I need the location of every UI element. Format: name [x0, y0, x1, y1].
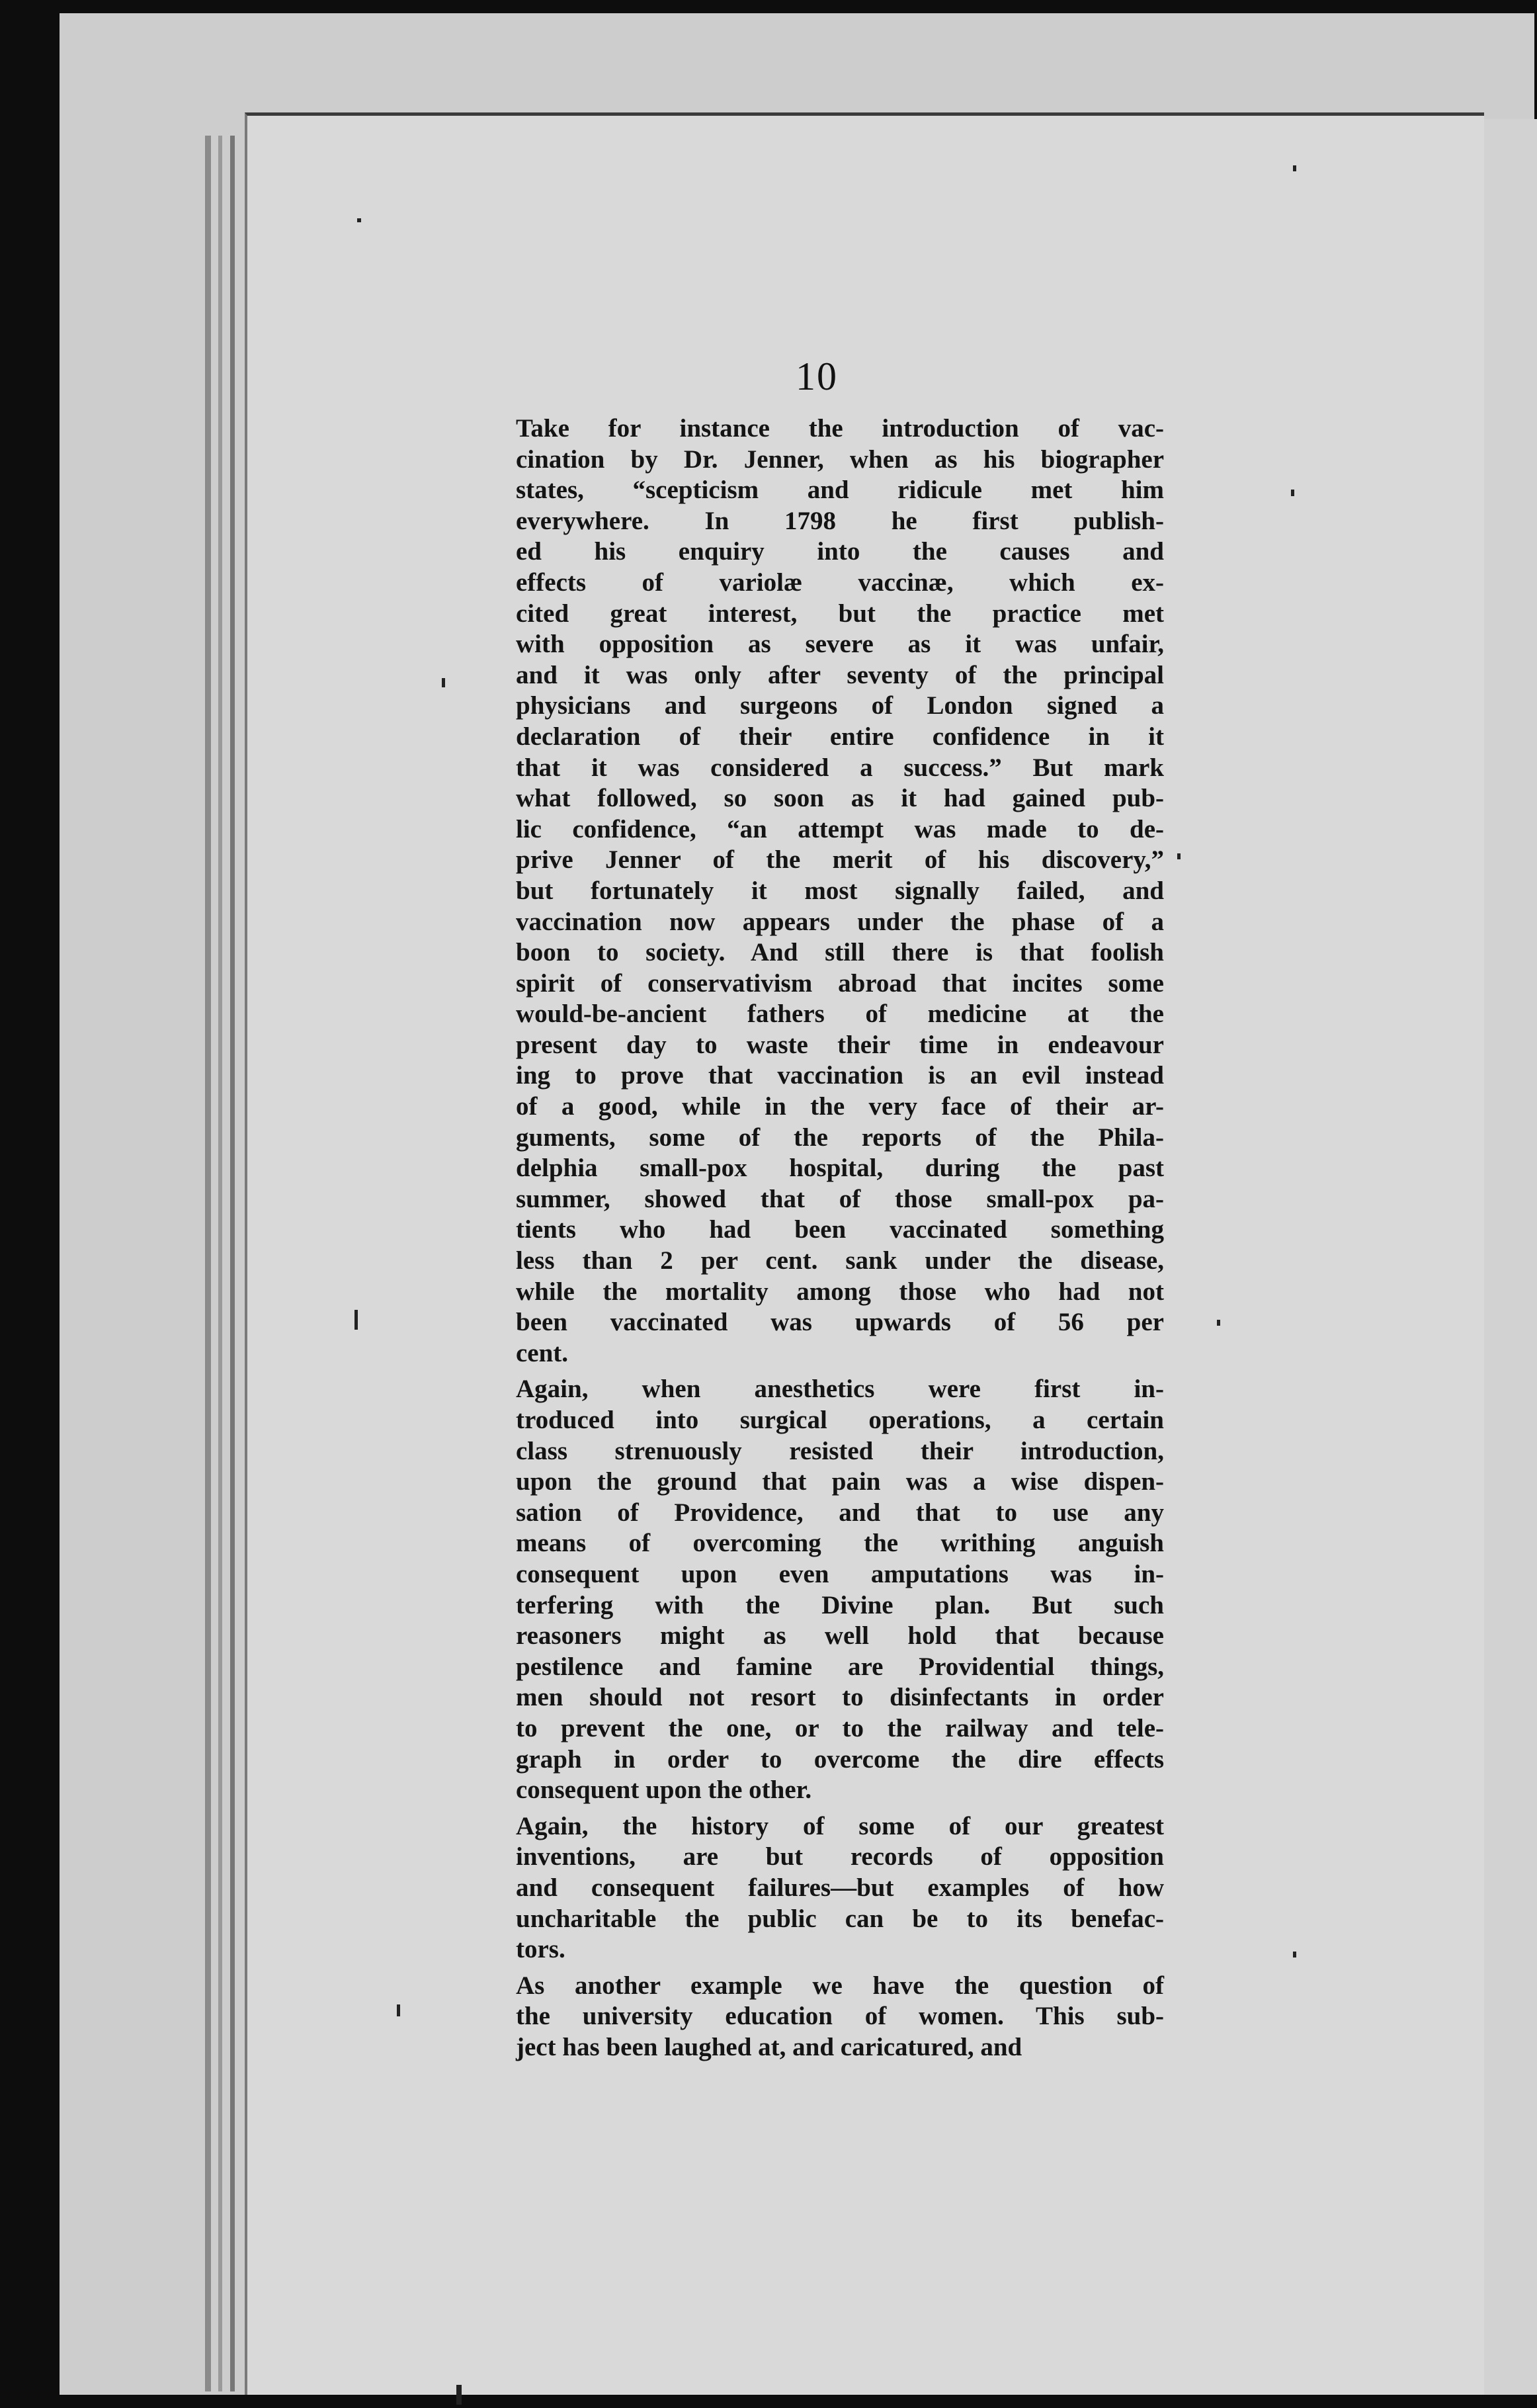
- text-line: while the mortality among those who had not: [516, 1277, 1164, 1306]
- text-line: summer, showed that of those small-pox pa-: [516, 1184, 1164, 1213]
- scan-speck: [456, 2385, 462, 2405]
- text-line: the university education of women. This sub-: [516, 2002, 1164, 2031]
- text-line: pestilence and famine are Providential things,: [516, 1652, 1164, 1681]
- text-line: present day to waste their time in endeavour: [516, 1030, 1164, 1059]
- text-line: to prevent the one, or to the railway and tele-: [516, 1713, 1164, 1742]
- text-line: less than 2 per cent. sank under the disease,: [516, 1246, 1164, 1275]
- page-edge: [218, 136, 222, 2391]
- text-line: guments, some of the reports of the Phila-: [516, 1123, 1164, 1152]
- paragraph: [516, 1374, 1164, 1805]
- text-line: everywhere. In 1798 he first publish-: [516, 506, 1164, 535]
- text-line: boon to society. And still there is that foolish: [516, 938, 1164, 967]
- text-line: means of overcoming the writhing anguish: [516, 1529, 1164, 1558]
- text-line: reasoners might as well hold that because: [516, 1621, 1164, 1651]
- text-line: with opposition as severe as it was unfair,: [516, 630, 1164, 659]
- text-line: Again, when anesthetics were first in-: [516, 1375, 1164, 1404]
- page-edge: [205, 136, 211, 2391]
- scan-speck: [397, 2004, 400, 2016]
- text-line: consequent upon even amputations was in-: [516, 1559, 1164, 1588]
- paragraph: [516, 413, 1164, 1369]
- text-line: been vaccinated was upwards of 56 per: [516, 1308, 1164, 1337]
- text-line: graph in order to overcome the dire effects: [516, 1744, 1164, 1774]
- text-line: ed his enquiry into the causes and: [516, 537, 1164, 566]
- scan-speck: [357, 218, 361, 222]
- text-line: cent.: [516, 1338, 569, 1367]
- scan-speck: [1293, 165, 1296, 171]
- text-line: men should not resort to disinfectants in order: [516, 1683, 1164, 1712]
- text-line: tients who had been vaccinated something: [516, 1215, 1164, 1244]
- text-line: that it was considered a success.” But mark: [516, 753, 1164, 782]
- page-edge: [230, 136, 235, 2391]
- page-number: 10: [796, 355, 838, 398]
- facing-page-edge: [1475, 119, 1537, 2395]
- text-line: declaration of their entire confidence in it: [516, 722, 1164, 751]
- text-line: tors.: [516, 1935, 565, 1964]
- text-line: would-be-ancient fathers of medicine at the: [516, 1000, 1164, 1029]
- text-line: physicians and surgeons of London signed a: [516, 691, 1164, 720]
- text-line: lic confidence, “an attempt was made to de-: [516, 814, 1164, 843]
- text-line: Take for instance the introduction of vac-: [516, 414, 1164, 443]
- scan-speck: [1291, 490, 1294, 496]
- text-line: ing to prove that vaccination is an evil instead: [516, 1061, 1164, 1090]
- text-line: inventions, are but records of opposition: [516, 1842, 1164, 1871]
- scan-speck: [442, 678, 445, 687]
- text-line: terfering with the Divine plan. But such: [516, 1590, 1164, 1619]
- text-line: As another example we have the question of: [516, 1971, 1164, 2000]
- text-line: consequent upon the other.: [516, 1776, 812, 1805]
- text-line: cination by Dr. Jenner, when as his biographer: [516, 445, 1164, 474]
- text-line: upon the ground that pain was a wise dispen-: [516, 1467, 1164, 1496]
- text-line: uncharitable the public can be to its benefac-: [516, 1904, 1164, 1933]
- text-line: effects of variolæ vaccinæ, which ex-: [516, 568, 1164, 597]
- text-line: of a good, while in the very face of their ar-: [516, 1092, 1164, 1121]
- text-line: what followed, so soon as it had gained pub-: [516, 784, 1164, 813]
- text-line: cited great interest, but the practice met: [516, 599, 1164, 628]
- text-line: troduced into surgical operations, a certain: [516, 1406, 1164, 1434]
- paragraph: [516, 1971, 1164, 2063]
- text-line: vaccination now appears under the phase of a: [516, 907, 1164, 936]
- text-line: Again, the history of some of our greatest: [516, 1811, 1164, 1840]
- text-line: sation of Providence, and that to use any: [516, 1498, 1164, 1527]
- scan-speck: [354, 1310, 358, 1330]
- body-text: [516, 413, 1164, 2063]
- text-line: spirit of conservativism abroad that incites some: [516, 968, 1164, 998]
- text-line: but fortunately it most signally failed, and: [516, 876, 1164, 905]
- text-line: delphia small-pox hospital, during the past: [516, 1154, 1164, 1183]
- text-line: and consequent failures—but examples of how: [516, 1873, 1164, 1902]
- text-line: prive Jenner of the merit of his discovery,”: [516, 845, 1164, 875]
- scan-speck: [1217, 1320, 1220, 1326]
- text-line: states, “scepticism and ridicule met him: [516, 476, 1164, 505]
- paragraph: [516, 1811, 1164, 1965]
- scan-speck: [1293, 1952, 1296, 1957]
- scan-speck: [1177, 853, 1181, 859]
- text-line: ject has been laughed at, and caricatured, and: [516, 2032, 1022, 2061]
- text-line: class strenuously resisted their introduction,: [516, 1436, 1164, 1465]
- text-line: and it was only after seventy of the principal: [516, 660, 1164, 689]
